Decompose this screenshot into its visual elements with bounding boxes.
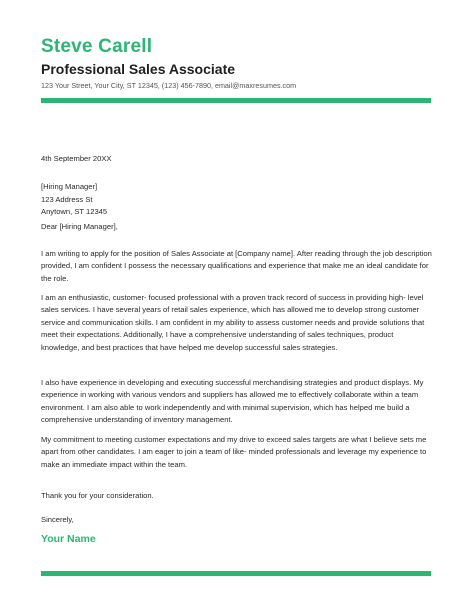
closing-line: Sincerely, <box>41 515 74 524</box>
body-paragraph: I also have experience in developing and executing successful merchandising strategies and product displays. My experience in working with various vendors and suppliers has allowed me to effectively collaborate within a team environment. I am also able to work independently and with minimal supervision, which has helped me build a comprehensive understanding of inventory management. <box>41 377 424 425</box>
recipient-line: [Hiring Manager] <box>41 182 98 191</box>
footer-divider <box>41 571 431 576</box>
recipient-address <box>41 181 433 219</box>
thanks-line: Thank you for your consideration. <box>41 491 154 500</box>
body-paragraph: I am an enthusiastic, customer- focused professional with a proven track record of success in providing high- level sales services. I have several years of retail sales experience, which has allowed me to develop strong customer service and communication skills. I am confident in my ability to assess customer needs and provide solutions that meet their expectations. Additionally, I have a comprehensive understanding of sales techniques, product knowledge, and best practices that have helped me develop successful sales strategies. <box>41 292 425 352</box>
contact-info: 123 Your Street, Your City, ST 12345, (123) 456-7890, email@maxresumes.com <box>41 81 297 90</box>
job-title: Professional Sales Associate <box>41 61 236 77</box>
signature-name: Your Name <box>41 533 96 545</box>
header-divider <box>41 98 431 103</box>
applicant-name: Steve Carell <box>41 36 153 57</box>
recipient-line: 123 Address St <box>41 194 93 204</box>
letter-date: 4th September 20XX <box>41 154 112 163</box>
salutation: Dear [Hiring Manager], <box>41 222 118 231</box>
body-paragraph: I am writing to apply for the position of Sales Associate at [Company name]. After reading through the job description provided, I am confident I possess the necessary qualifications and experience that make me an ideal candidate for the role. <box>41 248 432 283</box>
recipient-line: Anytown, ST 12345 <box>41 207 108 217</box>
body-paragraph: My commitment to meeting customer expectations and my drive to exceed sales targets are what I believe sets me apart from other candidates. I am eager to join a team of like- minded professionals and leverage my experience to make an immediate impact within the team. <box>41 434 427 469</box>
